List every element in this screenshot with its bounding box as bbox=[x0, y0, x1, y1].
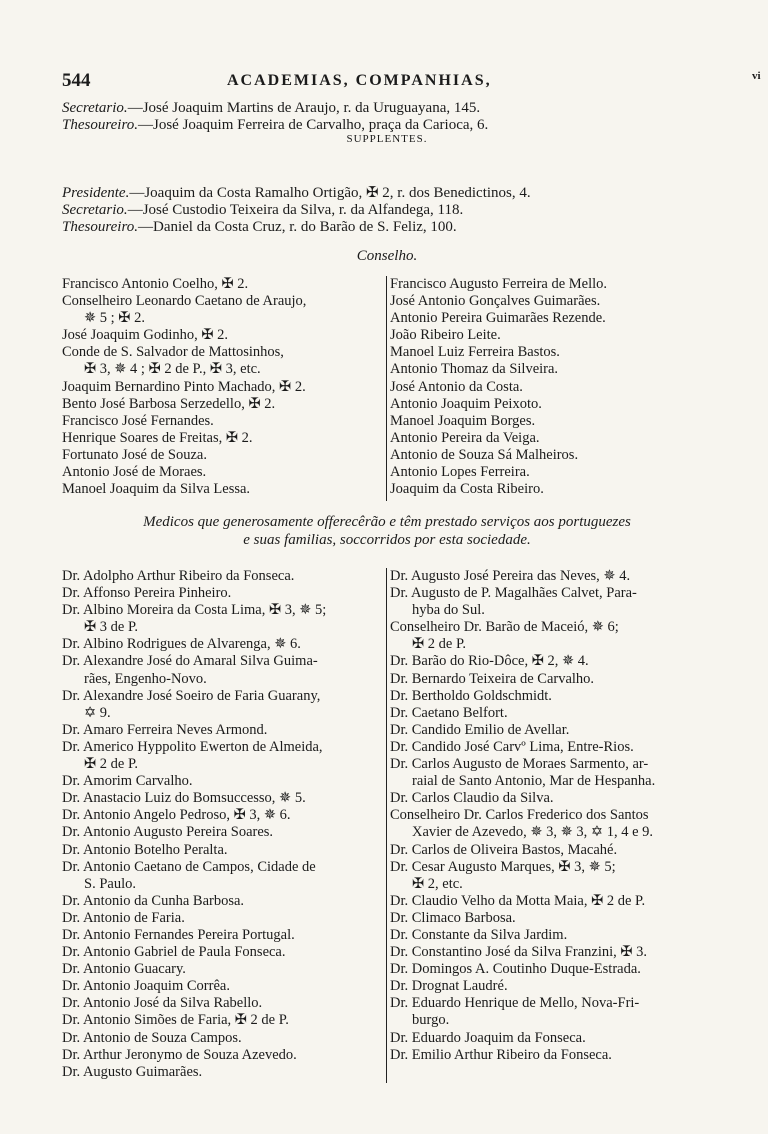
entry-continuation: ✠ 2 de P. bbox=[84, 756, 139, 773]
list-item bbox=[390, 688, 714, 705]
list-item bbox=[62, 842, 386, 859]
list-item bbox=[390, 756, 714, 790]
entry-text: Henrique Soares de Freitas, ✠ 2. bbox=[62, 429, 253, 446]
list-item bbox=[390, 807, 714, 841]
entry-text: Dr. Adolpho Arthur Ribeiro da Fonseca. bbox=[62, 568, 295, 584]
entry-continuation: hyba do Sul. bbox=[412, 602, 485, 619]
entry-text: Manoel Luiz Ferreira Bastos. bbox=[390, 344, 560, 361]
officer-line bbox=[62, 202, 712, 219]
list-item bbox=[390, 585, 714, 619]
entry-text: Antonio Pereira Guimarães Rezende. bbox=[390, 310, 606, 327]
column-divider bbox=[386, 276, 387, 501]
list-item bbox=[62, 447, 380, 464]
entry-text: Dr. Albino Rodrigues de Alvarenga, ✵ 6. bbox=[62, 636, 301, 653]
list-item bbox=[62, 978, 386, 995]
list-item bbox=[62, 927, 386, 944]
entry-text: Dr. Alexandre José do Amaral Silva Guima- bbox=[62, 653, 318, 670]
entry-text: Conde de S. Salvador de Mattosinhos, bbox=[62, 344, 284, 361]
page-number: 544 bbox=[62, 70, 91, 91]
list-item bbox=[390, 379, 712, 396]
entry-text: Francisco José Fernandes. bbox=[62, 412, 214, 429]
list-item bbox=[62, 1012, 386, 1029]
officer-details: —José Joaquim Martins de Araujo, r. da Uruguayana, 145. bbox=[127, 100, 481, 116]
list-item bbox=[62, 464, 380, 481]
list-item bbox=[62, 910, 386, 927]
list-item bbox=[390, 619, 714, 653]
list-item bbox=[390, 653, 714, 670]
officer-role: Presidente. bbox=[62, 185, 130, 201]
list-item bbox=[390, 790, 714, 807]
list-item bbox=[62, 379, 380, 396]
list-item bbox=[62, 293, 380, 327]
list-item bbox=[390, 705, 714, 722]
list-item bbox=[390, 344, 712, 361]
officer-line bbox=[62, 219, 712, 236]
entry-text: Dr. Anastacio Luiz do Bomsuccesso, ✵ 5. bbox=[62, 790, 306, 807]
entry-text: Dr. Augusto de P. Magalhães Calvet, Para- bbox=[390, 585, 637, 602]
entry-text: Dr. Barão do Rio-Dôce, ✠ 2, ✵ 4. bbox=[390, 653, 589, 670]
officer-role: Thesoureiro. bbox=[62, 219, 138, 235]
officer-role: Secretario. bbox=[62, 202, 128, 218]
entry-text: Manoel Joaquim Borges. bbox=[390, 412, 536, 429]
entry-text: Francisco Antonio Coelho, ✠ 2. bbox=[62, 276, 249, 292]
entry-text: Dr. Climaco Barbosa. bbox=[390, 909, 516, 926]
list-item bbox=[390, 927, 714, 944]
entry-continuation: S. Paulo. bbox=[84, 875, 136, 892]
entry-text: Dr. Candido Emilio de Avellar. bbox=[390, 721, 570, 738]
list-item bbox=[62, 995, 386, 1012]
list-item bbox=[390, 327, 712, 344]
entry-text: Antonio José de Moraes. bbox=[62, 464, 207, 481]
entry-text: Dr. Bernardo Teixeira de Carvalho. bbox=[390, 670, 595, 687]
list-item bbox=[62, 481, 380, 498]
entry-text: Dr. Antonio Botelho Peralta. bbox=[62, 841, 228, 858]
list-item bbox=[62, 807, 386, 824]
list-item bbox=[390, 859, 714, 893]
entry-text: Dr. Antonio Gabriel de Paula Fonseca. bbox=[62, 944, 286, 961]
entry-text: Dr. Alexandre José Soeiro de Faria Guarany, bbox=[62, 687, 321, 704]
entry-text: Dr. Caetano Belfort. bbox=[390, 704, 508, 721]
entry-text: Dr. Antonio Fernandes Pereira Portugal. bbox=[62, 926, 295, 943]
entry-text: José Antonio Gonçalves Guimarães. bbox=[390, 293, 601, 310]
list-item bbox=[390, 1030, 714, 1047]
list-item bbox=[62, 413, 380, 430]
list-item bbox=[62, 568, 386, 585]
medicos-note-line-1: Medicos que generosamente offerecêrão e têm prestado serviços aos portuguezes bbox=[143, 514, 631, 530]
entry-text: Dr. Constante da Silva Jardim. bbox=[390, 926, 568, 943]
list-item bbox=[62, 722, 386, 739]
entry-continuation: rães, Engenho-Novo. bbox=[84, 670, 207, 687]
list-item bbox=[390, 276, 712, 293]
entry-text: Dr. Antonio José da Silva Rabello. bbox=[62, 995, 263, 1012]
entry-text: Dr. Candido José Carvº Lima, Entre-Rios. bbox=[390, 738, 634, 755]
list-item bbox=[390, 978, 714, 995]
entry-continuation: ✠ 2, etc. bbox=[412, 875, 463, 892]
list-item bbox=[62, 688, 386, 722]
entry-text: Dr. Eduardo Joaquim da Fonseca. bbox=[390, 1029, 586, 1046]
list-item bbox=[390, 842, 714, 859]
list-item bbox=[62, 961, 386, 978]
list-item bbox=[390, 310, 712, 327]
list-item bbox=[62, 944, 386, 961]
list-item bbox=[62, 739, 386, 773]
entry-text: Dr. Antonio Guacary. bbox=[62, 961, 186, 978]
list-item bbox=[390, 671, 714, 688]
entry-text: Dr. Carlos Claudio da Silva. bbox=[390, 790, 554, 807]
entry-text: Dr. Emilio Arthur Ribeiro da Fonseca. bbox=[390, 1046, 612, 1063]
entry-continuation: ✵ 5 ; ✠ 2. bbox=[84, 310, 145, 327]
list-item bbox=[390, 961, 714, 978]
entry-continuation: burgo. bbox=[412, 1012, 450, 1029]
list-item bbox=[62, 653, 386, 687]
entry-text: Dr. Antonio da Cunha Barbosa. bbox=[62, 892, 245, 909]
column-divider bbox=[386, 568, 387, 1083]
entry-text: Dr. Americo Hyppolito Ewerton de Almeida, bbox=[62, 738, 323, 755]
entry-text: Antonio Lopes Ferreira. bbox=[390, 464, 530, 481]
entry-text: Dr. Albino Moreira da Costa Lima, ✠ 3, ✵ 5; bbox=[62, 602, 327, 619]
entry-text: Dr. Constantino José da Silva Franzini, ✠ 3. bbox=[390, 944, 648, 961]
entry-text: José Antonio da Costa. bbox=[390, 378, 523, 395]
entry-text: Antonio de Souza Sá Malheiros. bbox=[390, 446, 579, 463]
conselho-left-column bbox=[62, 276, 380, 498]
entry-text: Antonio Thomaz da Silveira. bbox=[390, 361, 559, 378]
entry-text: Dr. Antonio Angelo Pedroso, ✠ 3, ✵ 6. bbox=[62, 807, 291, 824]
entry-text: Dr. Drognat Laudré. bbox=[390, 978, 508, 995]
entry-continuation: ✠ 2 de P. bbox=[412, 636, 467, 653]
entry-text: Dr. Antonio Augusto Pereira Soares. bbox=[62, 824, 274, 841]
officer-line bbox=[62, 185, 712, 202]
conselho-heading: Conselho. bbox=[356, 248, 418, 264]
list-item bbox=[390, 910, 714, 927]
list-item bbox=[62, 893, 386, 910]
list-item bbox=[62, 1030, 386, 1047]
officer-role: Thesoureiro. bbox=[62, 117, 138, 133]
list-item bbox=[390, 361, 712, 378]
list-item bbox=[62, 859, 386, 893]
supplentes-heading: SUPPLENTES. bbox=[346, 133, 428, 145]
list-item bbox=[390, 944, 714, 961]
list-item bbox=[62, 344, 380, 378]
entry-text: Conselheiro Dr. Barão de Maceió, ✵ 6; bbox=[390, 619, 619, 636]
entry-text: Conselheiro Dr. Carlos Frederico dos Santos bbox=[390, 807, 649, 824]
conselho-right-column bbox=[390, 276, 712, 498]
list-item bbox=[62, 430, 380, 447]
entry-text: Dr. Arthur Jeronymo de Souza Azevedo. bbox=[62, 1046, 297, 1063]
list-item bbox=[390, 722, 714, 739]
list-item bbox=[390, 447, 712, 464]
list-item bbox=[62, 327, 380, 344]
list-item bbox=[390, 1047, 714, 1064]
entry-text: Joaquim da Costa Ribeiro. bbox=[390, 481, 544, 498]
entry-text: Bento José Barbosa Serzedello, ✠ 2. bbox=[62, 395, 276, 412]
list-item bbox=[62, 585, 386, 602]
entry-text: Dr. Antonio de Faria. bbox=[62, 909, 185, 926]
entry-text: Antonio Joaquim Peixoto. bbox=[390, 395, 542, 412]
list-item bbox=[62, 1064, 386, 1081]
list-item bbox=[62, 790, 386, 807]
page-title: ACADEMIAS, COMPANHIAS, bbox=[227, 72, 492, 89]
officer-details: —José Custodio Teixeira da Silva, r. da Alfandega, 118. bbox=[127, 202, 464, 218]
entry-text: José Joaquim Godinho, ✠ 2. bbox=[62, 327, 229, 344]
entry-text: Dr. Antonio Simões de Faria, ✠ 2 de P. bbox=[62, 1012, 289, 1029]
entry-text: Fortunato José de Souza. bbox=[62, 446, 207, 463]
entry-text: Dr. Antonio de Souza Campos. bbox=[62, 1029, 242, 1046]
officer-details: —José Joaquim Ferreira de Carvalho, praça da Carioca, 6. bbox=[137, 117, 489, 133]
list-item bbox=[390, 739, 714, 756]
entry-text: Conselheiro Leonardo Caetano de Araujo, bbox=[62, 293, 307, 310]
officer-details: —Joaquim da Costa Ramalho Ortigão, ✠ 2, r. dos Benedictinos, 4. bbox=[129, 185, 531, 201]
entry-text: Dr. Carlos de Oliveira Bastos, Macahé. bbox=[390, 841, 618, 858]
medicos-right-column bbox=[390, 568, 714, 1064]
list-item bbox=[390, 293, 712, 310]
list-item bbox=[62, 396, 380, 413]
entry-continuation: ✡ 9. bbox=[84, 704, 111, 721]
list-item bbox=[62, 1047, 386, 1064]
entry-text: Dr. Amorim Carvalho. bbox=[62, 773, 193, 790]
medicos-note-line-2: e suas familias, soccorridos por esta sociedade. bbox=[243, 532, 531, 548]
list-item bbox=[390, 413, 712, 430]
officer-details: —Daniel da Costa Cruz, r. do Barão de S. Feliz, 100. bbox=[137, 219, 457, 235]
list-item bbox=[390, 893, 714, 910]
entry-continuation: ✠ 3, ✵ 4 ; ✠ 2 de P., ✠ 3, etc. bbox=[84, 361, 261, 378]
entry-text: Dr. Antonio Joaquim Corrêa. bbox=[62, 978, 230, 995]
list-item bbox=[390, 430, 712, 447]
entry-text: Dr. Carlos Augusto de Moraes Sarmento, ar- bbox=[390, 756, 649, 773]
list-item bbox=[62, 636, 386, 653]
entry-text: Dr. Domingos A. Coutinho Duque-Estrada. bbox=[390, 961, 641, 978]
entry-text: Dr. Augusto Guimarães. bbox=[62, 1063, 203, 1080]
entry-text: Dr. Eduardo Henrique de Mello, Nova-Fri- bbox=[390, 995, 640, 1012]
officer-line bbox=[62, 117, 712, 134]
list-item bbox=[390, 995, 714, 1029]
entry-text: Dr. Amaro Ferreira Neves Armond. bbox=[62, 721, 268, 738]
list-item bbox=[390, 396, 712, 413]
entry-text: Dr. Augusto José Pereira das Neves, ✵ 4. bbox=[390, 568, 631, 584]
list-item bbox=[390, 568, 714, 585]
list-item bbox=[62, 773, 386, 790]
list-item bbox=[62, 602, 386, 636]
list-item bbox=[390, 481, 712, 498]
entry-text: Antonio Pereira da Veiga. bbox=[390, 429, 540, 446]
entry-text: Dr. Claudio Velho da Motta Maia, ✠ 2 de P. bbox=[390, 892, 646, 909]
entry-text: João Ribeiro Leite. bbox=[390, 327, 501, 344]
entry-text: Manoel Joaquim da Silva Lessa. bbox=[62, 481, 251, 498]
list-item bbox=[62, 276, 380, 293]
entry-continuation: Xavier de Azevedo, ✵ 3, ✵ 3, ✡ 1, 4 e 9. bbox=[412, 824, 653, 841]
entry-text: Francisco Augusto Ferreira de Mello. bbox=[390, 276, 608, 292]
entry-text: Dr. Affonso Pereira Pinheiro. bbox=[62, 585, 232, 602]
officer-line bbox=[62, 100, 712, 117]
corner-mark: vi bbox=[752, 70, 761, 82]
entry-continuation: ✠ 3 de P. bbox=[84, 619, 139, 636]
list-item bbox=[62, 824, 386, 841]
list-item bbox=[390, 464, 712, 481]
entry-text: Dr. Cesar Augusto Marques, ✠ 3, ✵ 5; bbox=[390, 858, 616, 875]
entry-text: Joaquim Bernardino Pinto Machado, ✠ 2. bbox=[62, 378, 306, 395]
entry-continuation: raial de Santo Antonio, Mar de Hespanha. bbox=[412, 773, 656, 790]
entry-text: Dr. Bertholdo Goldschmidt. bbox=[390, 687, 552, 704]
entry-text: Dr. Antonio Caetano de Campos, Cidade de bbox=[62, 858, 316, 875]
medicos-left-column bbox=[62, 568, 386, 1081]
officer-role: Secretario. bbox=[62, 100, 128, 116]
